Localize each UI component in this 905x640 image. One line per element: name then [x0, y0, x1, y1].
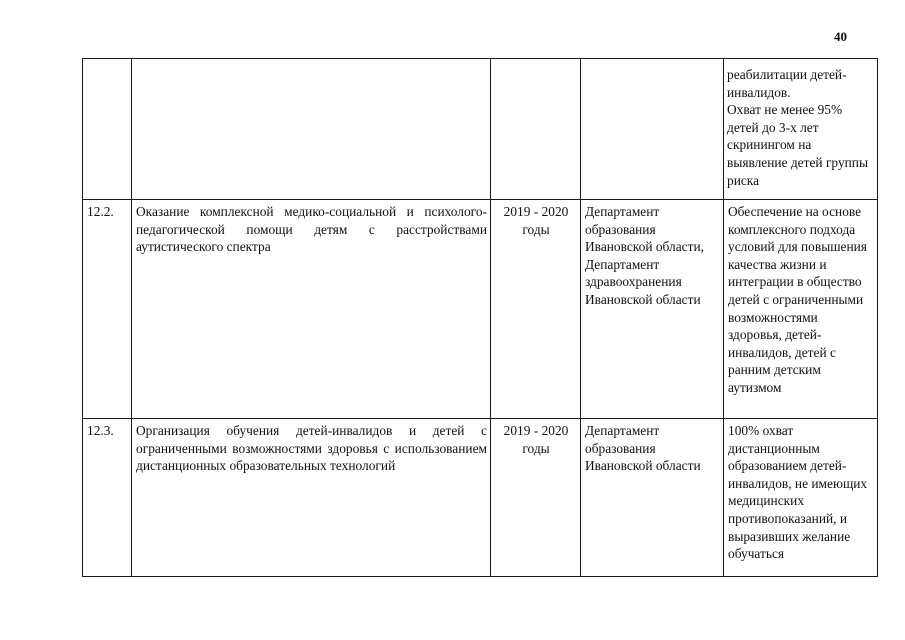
page-number: 40 [834, 29, 847, 44]
term-cell: 2019 - 2020 годы [491, 419, 581, 577]
table-row [83, 59, 878, 200]
result-cell [724, 59, 878, 200]
table-row [83, 200, 878, 419]
measures-table [82, 58, 878, 577]
activity-cell: Организация обучения детей-инвалидов и детей с ограниченными возможностями здоровья с использованием дистанционных образовательных технологий [132, 419, 491, 577]
activity-cell [132, 59, 491, 200]
activity-cell: Оказание комплексной медико-социальной и психолого-педагогической помощи детям с расстройствами аутистического спектра [132, 200, 491, 419]
row-number-cell: 12.2. [83, 200, 132, 419]
responsible-cell: Департамент образования Ивановской области, Департамент здравоохранения Ивановской области [581, 200, 724, 419]
responsible-cell: Департамент образования Ивановской области [581, 419, 724, 577]
result-cell: 100% охват дистанционным образованием детей-инвалидов, не имеющих медицинских противопоказаний, и выразивших желание обучаться [724, 419, 878, 577]
term-cell: 2019 - 2020 годы [491, 200, 581, 419]
term-cell [491, 59, 581, 200]
table-row [83, 419, 878, 577]
result-cell: Обеспечение на основе комплексного подхода условий для повышения качества жизни и интеграции в общество детей с ограниченными возможностями здоровья, детей-инвалидов, детей с ранним детским аутизмом [724, 200, 878, 419]
result-text: реабилитации детей-инвалидов. Охват не менее 95% детей до 3-х лет скринингом на выявление детей группы риска [727, 67, 868, 188]
responsible-cell [581, 59, 724, 200]
row-number-cell [83, 59, 132, 200]
row-number-cell: 12.3. [83, 419, 132, 577]
